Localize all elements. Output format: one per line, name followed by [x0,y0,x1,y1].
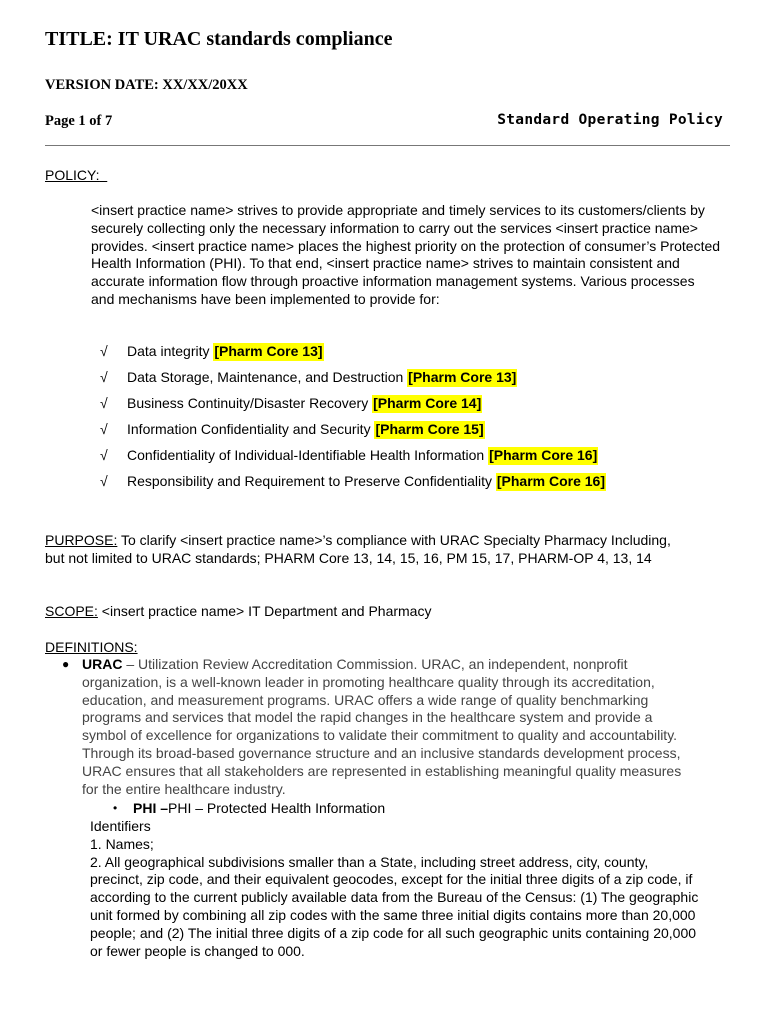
checkmark-icon: √ [100,395,108,411]
checklist-item [100,447,606,473]
version-date: VERSION DATE: XX/XX/20XX [45,77,248,93]
phi-term: PHI – [133,800,169,816]
standard-tag: [Pharm Core 13] [214,343,323,359]
standard-tag: [Pharm Core 16] [496,473,606,489]
header-divider [45,145,730,146]
purpose-heading: PURPOSE: [45,532,118,548]
checklist-item-text: Business Continuity/Disaster Recovery [127,395,369,411]
checklist-item-text: Confidentiality of Individual-Identifiable Health Information [127,447,485,463]
standard-tag: [Pharm Core 14] [373,395,482,411]
checklist-item-text: Data integrity [127,343,210,359]
checklist-item-text: Information Confidentiality and Security [127,421,371,437]
document-type: Standard Operating Policy [497,112,723,128]
identifiers-heading: Identifiers [90,818,151,834]
scope-heading: SCOPE: [45,603,98,619]
policy-heading: POLICY: [45,167,100,183]
checklist-item [100,369,606,395]
scope-text: <insert practice name> IT Department and Pharmacy [97,603,432,619]
purpose-section [45,532,685,568]
standard-tag: [Pharm Core 15] [375,421,484,437]
identifiers-section [90,818,705,960]
urac-description: – Utilization Review Accreditation Commission. URAC, an independent, nonprofit organization, is a well-known leader in promoting healthcare quality through its accreditation, education, and measurement programs. URAC offers a wide range of quality benchmarking programs and services that model the rapid changes in the healthcare system and provide a symbol of excellence for organizations to validate their commitment to quality and accountability. Through its broad-based governance structure and an inclusive standards development process, URAC ensures that all stakeholders are represented in establishing meaningful quality measures for the entire healthcare industry. [82,656,682,797]
checklist-item [100,395,606,421]
policy-checklist [100,343,606,499]
checkmark-icon: √ [100,343,108,359]
checklist-item [100,343,606,369]
page-number: Page 1 of 7 [45,113,113,129]
scope-section [45,603,685,621]
standard-tag: [Pharm Core 16] [489,447,598,463]
urac-term: URAC [82,656,123,672]
standard-tag: [Pharm Core 13] [408,369,517,385]
checkmark-icon: √ [100,473,108,489]
checkmark-icon: √ [100,447,108,463]
checklist-item [100,473,606,499]
policy-paragraph: <insert practice name> strives to provide appropriate and timely services to its customers/clients by securely collecting only the necessary information to carry out the services <insert practice name> provides. <insert practice name> places the highest priority on the protection of consumer’s Protected Health Information (PHI). To that end, <insert practice name> strives to maintain consistent and accurate information flow through proactive information management systems. Various processes and mechanisms have been implemented to provide for: [91,202,721,307]
identifier-item: 2. All geographical subdivisions smaller than a State, including street address, city, county, precinct, zip code, and their equivalent geocodes, except for the initial three digits of a zip code, if according to the current publicly available data from the Bureau of the Census: (1) The geographic unit formed by combining all zip codes with the same three initial digits contains more than 20,000 people; and (2) The initial three digits of a zip code for all such geographic units containing 20,000 or fewer people is changed to 000. [90,853,699,959]
checklist-item-text: Data Storage, Maintenance, and Destruction [127,369,404,385]
definitions-heading: DEFINITIONS: [45,639,138,655]
checklist-item [100,421,606,447]
checkmark-icon: √ [100,369,108,385]
purpose-text-part1: To clarify <insert practice name>’s compliance with URAC Specialty Pharmacy Including, but not limited to URAC standards [45,532,671,566]
identifier-item: 1. Names; [90,835,154,852]
bullet-icon: • [113,801,118,815]
purpose-text-part2: PHARM Core 13, 14, 15, 16, PM 15, 17, PHARM-OP 4, 13, 14 [260,549,652,566]
document-title: TITLE: IT URAC standards compliance [45,28,393,50]
bullet-icon: ● [62,657,70,671]
checklist-item-text: Responsibility and Requirement to Preserve Confidentiality [127,473,492,489]
checkmark-icon: √ [100,421,108,437]
phi-description: PHI – Protected Health Information [168,800,386,816]
purpose-semicolon: ; [256,549,261,566]
definition-urac [62,656,702,798]
urac-definition-text [82,656,692,798]
definition-phi [113,800,385,818]
